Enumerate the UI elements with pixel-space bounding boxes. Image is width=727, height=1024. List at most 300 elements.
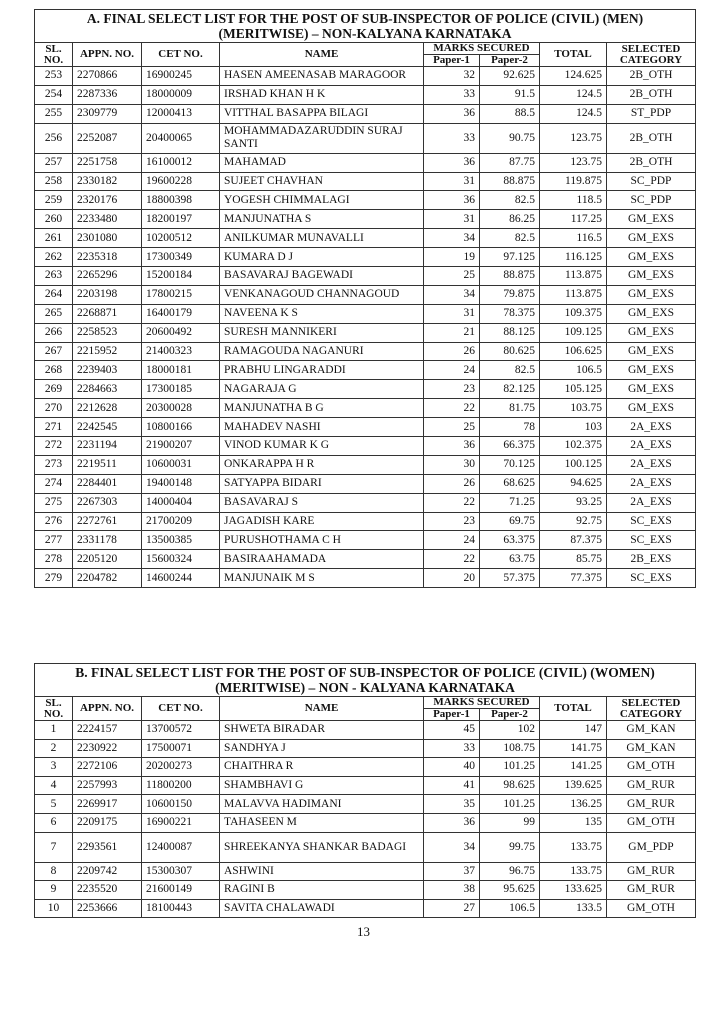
select-list-table-women bbox=[34, 663, 696, 918]
cell-selected-category: 2A_EXS bbox=[607, 493, 696, 512]
cell-selected-category: GM_EXS bbox=[607, 304, 696, 323]
cell-appn-no: 2287336 bbox=[73, 85, 142, 104]
cell-total: 105.125 bbox=[540, 380, 607, 399]
header-marks-secured: MARKS SECURED bbox=[424, 697, 540, 709]
cell-sl-no: 277 bbox=[35, 531, 73, 550]
cell-paper-1: 22 bbox=[424, 399, 480, 418]
cell-paper-2: 102 bbox=[480, 721, 540, 740]
cell-cet-no: 15200184 bbox=[142, 267, 220, 286]
cell-name: SANDHYA J bbox=[220, 739, 424, 758]
cell-name: MALAVVA HADIMANI bbox=[220, 795, 424, 814]
table-row bbox=[35, 104, 696, 123]
table-title-line1: A. FINAL SELECT LIST FOR THE POST OF SUB-INSPECTOR OF POLICE (CIVIL) (MEN) bbox=[86, 11, 644, 26]
cell-selected-category: SC_PDP bbox=[607, 191, 696, 210]
table-title-line1: B. FINAL SELECT LIST FOR THE POST OF SUB-INSPECTOR OF POLICE (CIVIL) (WOMEN) bbox=[75, 665, 655, 680]
table-row bbox=[35, 267, 696, 286]
cell-total: 124.5 bbox=[540, 104, 607, 123]
cell-name: YOGESH CHIMMALAGI bbox=[220, 191, 424, 210]
cell-paper-1: 33 bbox=[424, 123, 480, 153]
cell-cet-no: 16900221 bbox=[142, 813, 220, 832]
cell-sl-no: 6 bbox=[35, 813, 73, 832]
cell-name: CHAITHRA R bbox=[220, 758, 424, 777]
cell-paper-2: 101.25 bbox=[480, 795, 540, 814]
cell-paper-1: 37 bbox=[424, 862, 480, 881]
cell-appn-no: 2331178 bbox=[73, 531, 142, 550]
cell-paper-2: 98.625 bbox=[480, 776, 540, 795]
cell-total: 118.5 bbox=[540, 191, 607, 210]
cell-appn-no: 2309779 bbox=[73, 104, 142, 123]
cell-appn-no: 2272761 bbox=[73, 512, 142, 531]
cell-appn-no: 2284401 bbox=[73, 474, 142, 493]
cell-total: 94.625 bbox=[540, 474, 607, 493]
cell-paper-1: 34 bbox=[424, 229, 480, 248]
cell-selected-category: 2A_EXS bbox=[607, 455, 696, 474]
cell-paper-2: 90.75 bbox=[480, 123, 540, 153]
table-title bbox=[35, 664, 696, 697]
cell-total: 103 bbox=[540, 418, 607, 437]
cell-total: 92.75 bbox=[540, 512, 607, 531]
cell-total: 77.375 bbox=[540, 569, 607, 588]
cell-paper-2: 63.75 bbox=[480, 550, 540, 569]
cell-total: 136.25 bbox=[540, 795, 607, 814]
cell-name: VINOD KUMAR K G bbox=[220, 437, 424, 456]
cell-total: 109.375 bbox=[540, 304, 607, 323]
cell-cet-no: 13500385 bbox=[142, 531, 220, 550]
cell-total: 113.875 bbox=[540, 285, 607, 304]
cell-sl-no: 279 bbox=[35, 569, 73, 588]
cell-selected-category: 2A_EXS bbox=[607, 474, 696, 493]
table-row bbox=[35, 323, 696, 342]
cell-total: 102.375 bbox=[540, 437, 607, 456]
cell-paper-2: 79.875 bbox=[480, 285, 540, 304]
table-title-line2: (MERITWISE) – NON - KALYANA KARNATAKA bbox=[215, 680, 515, 695]
cell-selected-category: GM_KAN bbox=[607, 721, 696, 740]
table-body bbox=[35, 721, 696, 918]
cell-appn-no: 2203198 bbox=[73, 285, 142, 304]
table-row bbox=[35, 304, 696, 323]
cell-name: SURESH MANNIKERI bbox=[220, 323, 424, 342]
header-sl-no: SL. NO. bbox=[35, 697, 73, 721]
cell-name: BASAVARAJ BAGEWADI bbox=[220, 267, 424, 286]
cell-paper-1: 40 bbox=[424, 758, 480, 777]
table-row bbox=[35, 795, 696, 814]
cell-selected-category: GM_EXS bbox=[607, 285, 696, 304]
cell-selected-category: 2B_OTH bbox=[607, 153, 696, 172]
header-selected-category: SELECTED CATEGORY bbox=[607, 697, 696, 721]
table-row bbox=[35, 191, 696, 210]
cell-paper-1: 31 bbox=[424, 304, 480, 323]
header-appn-no: APPN. NO. bbox=[73, 697, 142, 721]
cell-cet-no: 14000404 bbox=[142, 493, 220, 512]
cell-selected-category: 2A_EXS bbox=[607, 437, 696, 456]
cell-selected-category: GM_EXS bbox=[607, 361, 696, 380]
table-row bbox=[35, 172, 696, 191]
cell-cet-no: 18000181 bbox=[142, 361, 220, 380]
table-row bbox=[35, 437, 696, 456]
header-total: TOTAL bbox=[540, 43, 607, 67]
cell-paper-2: 87.75 bbox=[480, 153, 540, 172]
cell-paper-1: 26 bbox=[424, 342, 480, 361]
cell-cet-no: 20400065 bbox=[142, 123, 220, 153]
header-name: NAME bbox=[220, 697, 424, 721]
cell-appn-no: 2301080 bbox=[73, 229, 142, 248]
cell-total: 103.75 bbox=[540, 399, 607, 418]
cell-cet-no: 15300307 bbox=[142, 862, 220, 881]
cell-paper-2: 86.25 bbox=[480, 210, 540, 229]
cell-selected-category: GM_RUR bbox=[607, 776, 696, 795]
cell-selected-category: GM_RUR bbox=[607, 862, 696, 881]
cell-paper-1: 41 bbox=[424, 776, 480, 795]
cell-appn-no: 2268871 bbox=[73, 304, 142, 323]
cell-selected-category: GM_EXS bbox=[607, 248, 696, 267]
header-cet-no: CET NO. bbox=[142, 697, 220, 721]
cell-sl-no: 259 bbox=[35, 191, 73, 210]
table-row bbox=[35, 248, 696, 267]
table-row bbox=[35, 899, 696, 918]
cell-sl-no: 1 bbox=[35, 721, 73, 740]
cell-name: VENKANAGOUD CHANNAGOUD bbox=[220, 285, 424, 304]
cell-name: SATYAPPA BIDARI bbox=[220, 474, 424, 493]
cell-name: JAGADISH KARE bbox=[220, 512, 424, 531]
cell-cet-no: 21900207 bbox=[142, 437, 220, 456]
cell-total: 116.5 bbox=[540, 229, 607, 248]
cell-selected-category: GM_RUR bbox=[607, 881, 696, 900]
cell-paper-2: 78.375 bbox=[480, 304, 540, 323]
cell-cet-no: 16900245 bbox=[142, 67, 220, 86]
cell-appn-no: 2269917 bbox=[73, 795, 142, 814]
cell-paper-1: 33 bbox=[424, 85, 480, 104]
cell-cet-no: 20200273 bbox=[142, 758, 220, 777]
cell-paper-1: 36 bbox=[424, 104, 480, 123]
cell-cet-no: 10600150 bbox=[142, 795, 220, 814]
cell-selected-category: GM_EXS bbox=[607, 229, 696, 248]
cell-selected-category: GM_EXS bbox=[607, 323, 696, 342]
cell-name: MAHAMAD bbox=[220, 153, 424, 172]
cell-paper-1: 24 bbox=[424, 531, 480, 550]
cell-paper-1: 38 bbox=[424, 881, 480, 900]
cell-cet-no: 11800200 bbox=[142, 776, 220, 795]
cell-paper-2: 81.75 bbox=[480, 399, 540, 418]
cell-total: 147 bbox=[540, 721, 607, 740]
cell-paper-1: 23 bbox=[424, 380, 480, 399]
cell-paper-1: 22 bbox=[424, 493, 480, 512]
cell-name: ONKARAPPA H R bbox=[220, 455, 424, 474]
cell-paper-1: 21 bbox=[424, 323, 480, 342]
cell-appn-no: 2265296 bbox=[73, 267, 142, 286]
select-list-table-men bbox=[34, 9, 696, 588]
cell-selected-category: SC_PDP bbox=[607, 172, 696, 191]
cell-appn-no: 2284663 bbox=[73, 380, 142, 399]
cell-appn-no: 2215952 bbox=[73, 342, 142, 361]
cell-paper-1: 34 bbox=[424, 832, 480, 862]
cell-selected-category: GM_OTH bbox=[607, 899, 696, 918]
cell-paper-1: 27 bbox=[424, 899, 480, 918]
cell-paper-2: 97.125 bbox=[480, 248, 540, 267]
cell-appn-no: 2230922 bbox=[73, 739, 142, 758]
cell-paper-1: 35 bbox=[424, 795, 480, 814]
cell-paper-2: 101.25 bbox=[480, 758, 540, 777]
cell-paper-2: 57.375 bbox=[480, 569, 540, 588]
cell-sl-no: 265 bbox=[35, 304, 73, 323]
cell-paper-2: 99 bbox=[480, 813, 540, 832]
cell-appn-no: 2239403 bbox=[73, 361, 142, 380]
cell-sl-no: 264 bbox=[35, 285, 73, 304]
cell-total: 123.75 bbox=[540, 123, 607, 153]
table-row bbox=[35, 285, 696, 304]
cell-total: 85.75 bbox=[540, 550, 607, 569]
cell-paper-2: 78 bbox=[480, 418, 540, 437]
cell-selected-category: SC_EXS bbox=[607, 569, 696, 588]
cell-selected-category: GM_EXS bbox=[607, 399, 696, 418]
table-body bbox=[35, 67, 696, 588]
cell-total: 141.75 bbox=[540, 739, 607, 758]
cell-sl-no: 260 bbox=[35, 210, 73, 229]
cell-paper-1: 36 bbox=[424, 437, 480, 456]
cell-paper-1: 36 bbox=[424, 813, 480, 832]
cell-cet-no: 17300349 bbox=[142, 248, 220, 267]
cell-total: 106.625 bbox=[540, 342, 607, 361]
cell-name: RAMAGOUDA NAGANURI bbox=[220, 342, 424, 361]
cell-total: 124.625 bbox=[540, 67, 607, 86]
cell-total: 117.25 bbox=[540, 210, 607, 229]
cell-total: 133.5 bbox=[540, 899, 607, 918]
cell-paper-2: 95.625 bbox=[480, 881, 540, 900]
cell-paper-1: 36 bbox=[424, 191, 480, 210]
cell-total: 133.75 bbox=[540, 832, 607, 862]
cell-name: KUMARA D J bbox=[220, 248, 424, 267]
cell-selected-category: GM_OTH bbox=[607, 813, 696, 832]
cell-sl-no: 278 bbox=[35, 550, 73, 569]
table-row bbox=[35, 881, 696, 900]
cell-cet-no: 16400179 bbox=[142, 304, 220, 323]
cell-sl-no: 273 bbox=[35, 455, 73, 474]
cell-paper-2: 82.125 bbox=[480, 380, 540, 399]
cell-sl-no: 3 bbox=[35, 758, 73, 777]
cell-name: MAHADEV NASHI bbox=[220, 418, 424, 437]
cell-sl-no: 275 bbox=[35, 493, 73, 512]
cell-name: BASIRAAHAMADA bbox=[220, 550, 424, 569]
cell-name: BASAVARAJ S bbox=[220, 493, 424, 512]
cell-selected-category: ST_PDP bbox=[607, 104, 696, 123]
header-name: NAME bbox=[220, 43, 424, 67]
cell-selected-category: 2B_OTH bbox=[607, 85, 696, 104]
cell-paper-1: 19 bbox=[424, 248, 480, 267]
cell-appn-no: 2205120 bbox=[73, 550, 142, 569]
cell-sl-no: 253 bbox=[35, 67, 73, 86]
cell-paper-2: 82.5 bbox=[480, 191, 540, 210]
header-paper-2: Paper-2 bbox=[480, 709, 540, 721]
cell-selected-category: 2A_EXS bbox=[607, 418, 696, 437]
cell-total: 139.625 bbox=[540, 776, 607, 795]
table-row bbox=[35, 85, 696, 104]
table-title-line2: (MERITWISE) – NON-KALYANA KARNATAKA bbox=[218, 26, 512, 41]
cell-name: SUJEET CHAVHAN bbox=[220, 172, 424, 191]
cell-sl-no: 262 bbox=[35, 248, 73, 267]
cell-total: 141.25 bbox=[540, 758, 607, 777]
cell-paper-1: 45 bbox=[424, 721, 480, 740]
cell-appn-no: 2212628 bbox=[73, 399, 142, 418]
cell-name: RAGINI B bbox=[220, 881, 424, 900]
cell-paper-2: 63.375 bbox=[480, 531, 540, 550]
cell-cet-no: 17300185 bbox=[142, 380, 220, 399]
cell-paper-1: 25 bbox=[424, 418, 480, 437]
header-selected-category: SELECTED CATEGORY bbox=[607, 43, 696, 67]
cell-cet-no: 18200197 bbox=[142, 210, 220, 229]
cell-paper-2: 91.5 bbox=[480, 85, 540, 104]
cell-cet-no: 20600492 bbox=[142, 323, 220, 342]
cell-total: 133.625 bbox=[540, 881, 607, 900]
table-row bbox=[35, 418, 696, 437]
cell-sl-no: 9 bbox=[35, 881, 73, 900]
cell-appn-no: 2209742 bbox=[73, 862, 142, 881]
cell-sl-no: 272 bbox=[35, 437, 73, 456]
table-title bbox=[35, 10, 696, 43]
cell-total: 113.875 bbox=[540, 267, 607, 286]
cell-name: VITTHAL BASAPPA BILAGI bbox=[220, 104, 424, 123]
cell-paper-2: 99.75 bbox=[480, 832, 540, 862]
table-row bbox=[35, 758, 696, 777]
cell-sl-no: 10 bbox=[35, 899, 73, 918]
cell-appn-no: 2272106 bbox=[73, 758, 142, 777]
cell-paper-1: 31 bbox=[424, 172, 480, 191]
table-row bbox=[35, 569, 696, 588]
header-paper-2: Paper-2 bbox=[480, 55, 540, 67]
cell-cet-no: 13700572 bbox=[142, 721, 220, 740]
cell-appn-no: 2320176 bbox=[73, 191, 142, 210]
cell-appn-no: 2242545 bbox=[73, 418, 142, 437]
cell-total: 116.125 bbox=[540, 248, 607, 267]
cell-name: PURUSHOTHAMA C H bbox=[220, 531, 424, 550]
table-row bbox=[35, 229, 696, 248]
cell-selected-category: GM_EXS bbox=[607, 342, 696, 361]
cell-selected-category: GM_OTH bbox=[607, 758, 696, 777]
cell-selected-category: SC_EXS bbox=[607, 531, 696, 550]
cell-paper-2: 96.75 bbox=[480, 862, 540, 881]
table-row bbox=[35, 455, 696, 474]
header-marks-secured: MARKS SECURED bbox=[424, 43, 540, 55]
cell-selected-category: GM_RUR bbox=[607, 795, 696, 814]
cell-paper-2: 70.125 bbox=[480, 455, 540, 474]
cell-paper-1: 20 bbox=[424, 569, 480, 588]
cell-sl-no: 257 bbox=[35, 153, 73, 172]
cell-paper-2: 88.125 bbox=[480, 323, 540, 342]
cell-sl-no: 274 bbox=[35, 474, 73, 493]
cell-sl-no: 276 bbox=[35, 512, 73, 531]
cell-appn-no: 2253666 bbox=[73, 899, 142, 918]
cell-name: SHREEKANYA SHANKAR BADAGI bbox=[220, 832, 424, 862]
cell-cet-no: 19400148 bbox=[142, 474, 220, 493]
cell-name: SAVITA CHALAWADI bbox=[220, 899, 424, 918]
table-row bbox=[35, 474, 696, 493]
table-row bbox=[35, 493, 696, 512]
cell-name: MANJUNATHA B G bbox=[220, 399, 424, 418]
cell-total: 123.75 bbox=[540, 153, 607, 172]
cell-cet-no: 18800398 bbox=[142, 191, 220, 210]
cell-total: 93.25 bbox=[540, 493, 607, 512]
cell-cet-no: 18000009 bbox=[142, 85, 220, 104]
cell-cet-no: 12400087 bbox=[142, 832, 220, 862]
cell-sl-no: 268 bbox=[35, 361, 73, 380]
cell-paper-1: 31 bbox=[424, 210, 480, 229]
cell-appn-no: 2270866 bbox=[73, 67, 142, 86]
cell-sl-no: 5 bbox=[35, 795, 73, 814]
cell-paper-1: 23 bbox=[424, 512, 480, 531]
page-number: 13 bbox=[357, 924, 370, 939]
cell-name: NAGARAJA G bbox=[220, 380, 424, 399]
table-row bbox=[35, 739, 696, 758]
cell-sl-no: 271 bbox=[35, 418, 73, 437]
cell-name: MANJUNATHA S bbox=[220, 210, 424, 229]
cell-paper-2: 82.5 bbox=[480, 229, 540, 248]
cell-sl-no: 269 bbox=[35, 380, 73, 399]
cell-appn-no: 2293561 bbox=[73, 832, 142, 862]
cell-selected-category: GM_EXS bbox=[607, 267, 696, 286]
table-row bbox=[35, 342, 696, 361]
cell-sl-no: 263 bbox=[35, 267, 73, 286]
cell-sl-no: 2 bbox=[35, 739, 73, 758]
cell-sl-no: 8 bbox=[35, 862, 73, 881]
cell-selected-category: 2B_OTH bbox=[607, 67, 696, 86]
cell-selected-category: 2B_EXS bbox=[607, 550, 696, 569]
cell-paper-1: 26 bbox=[424, 474, 480, 493]
cell-cet-no: 15600324 bbox=[142, 550, 220, 569]
cell-selected-category: GM_KAN bbox=[607, 739, 696, 758]
cell-cet-no: 17800215 bbox=[142, 285, 220, 304]
cell-paper-1: 24 bbox=[424, 361, 480, 380]
cell-selected-category: GM_EXS bbox=[607, 210, 696, 229]
cell-sl-no: 261 bbox=[35, 229, 73, 248]
cell-sl-no: 256 bbox=[35, 123, 73, 153]
cell-name: TAHASEEN M bbox=[220, 813, 424, 832]
cell-name: HASEN AMEENASAB MARAGOOR bbox=[220, 67, 424, 86]
cell-paper-2: 82.5 bbox=[480, 361, 540, 380]
cell-paper-2: 88.875 bbox=[480, 172, 540, 191]
cell-total: 87.375 bbox=[540, 531, 607, 550]
cell-appn-no: 2257993 bbox=[73, 776, 142, 795]
cell-sl-no: 254 bbox=[35, 85, 73, 104]
cell-name: ASHWINI bbox=[220, 862, 424, 881]
cell-name: MOHAMMADAZARUDDIN SURAJ SANTI bbox=[220, 123, 424, 153]
cell-paper-2: 71.25 bbox=[480, 493, 540, 512]
cell-cet-no: 10800166 bbox=[142, 418, 220, 437]
cell-paper-2: 66.375 bbox=[480, 437, 540, 456]
cell-cet-no: 18100443 bbox=[142, 899, 220, 918]
cell-paper-1: 33 bbox=[424, 739, 480, 758]
cell-paper-2: 106.5 bbox=[480, 899, 540, 918]
table-row bbox=[35, 531, 696, 550]
table-row bbox=[35, 512, 696, 531]
cell-appn-no: 2219511 bbox=[73, 455, 142, 474]
cell-paper-1: 32 bbox=[424, 67, 480, 86]
cell-cet-no: 10600031 bbox=[142, 455, 220, 474]
header-total: TOTAL bbox=[540, 697, 607, 721]
cell-appn-no: 2258523 bbox=[73, 323, 142, 342]
cell-appn-no: 2204782 bbox=[73, 569, 142, 588]
cell-paper-1: 25 bbox=[424, 267, 480, 286]
table-row bbox=[35, 67, 696, 86]
cell-appn-no: 2233480 bbox=[73, 210, 142, 229]
cell-name: PRABHU LINGARADDI bbox=[220, 361, 424, 380]
table-row bbox=[35, 832, 696, 862]
cell-name: ANILKUMAR MUNAVALLI bbox=[220, 229, 424, 248]
cell-total: 119.875 bbox=[540, 172, 607, 191]
cell-paper-2: 92.625 bbox=[480, 67, 540, 86]
cell-selected-category: GM_PDP bbox=[607, 832, 696, 862]
cell-total: 135 bbox=[540, 813, 607, 832]
table-row bbox=[35, 123, 696, 153]
table-row bbox=[35, 862, 696, 881]
table-row bbox=[35, 380, 696, 399]
